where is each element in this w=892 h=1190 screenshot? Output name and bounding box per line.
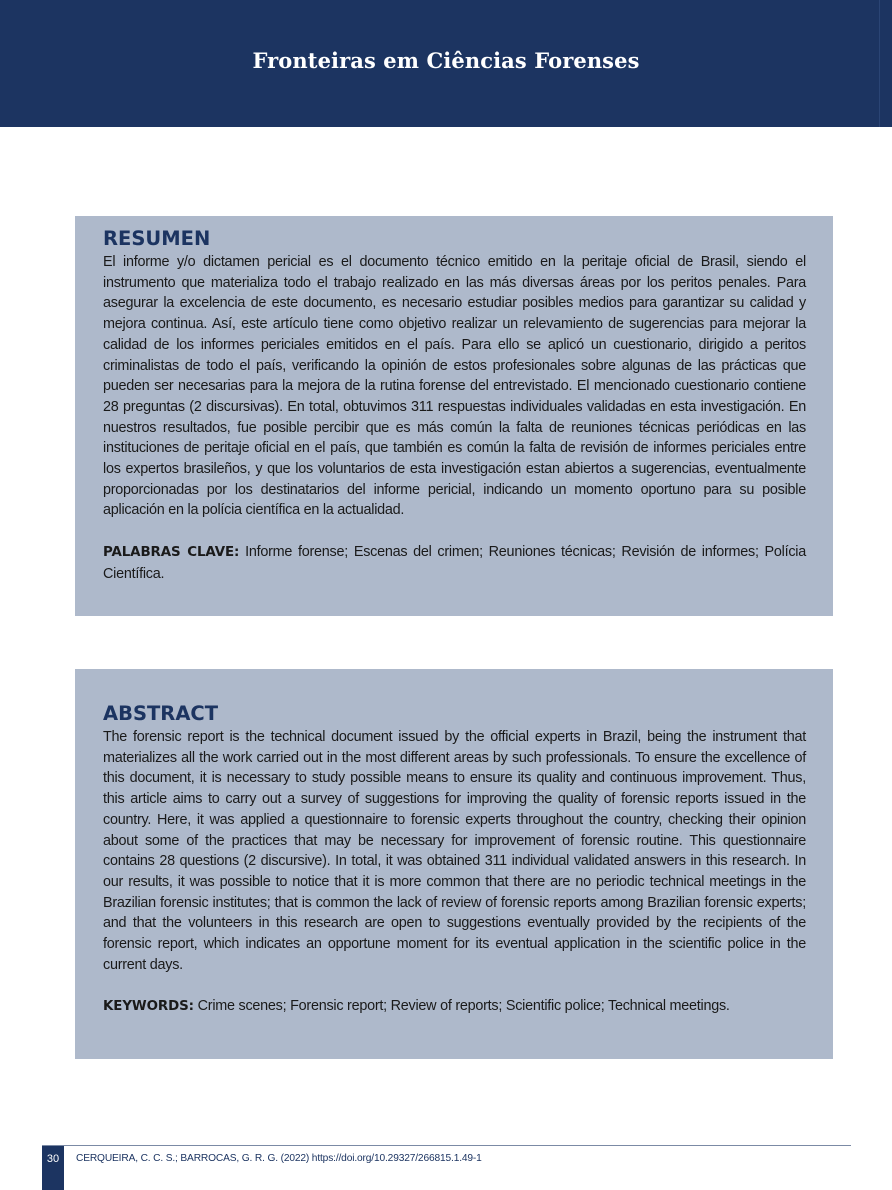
page-number: 30 xyxy=(46,1153,60,1165)
abstract-body: The forensic report is the technical document issued by the official experts in Brazil, being the instrument that materializes all the work carried out in the most different areas by such professionals. To ensure the excellence of this document, it is necessary to study possible means to ensure its quality and continuous improvement. Thus, this article aims to carry out a survey of suggestions for improving the quality of forensic reports issued in the country. Here, it was applied a questionnaire to forensic experts throughout the country, checking their opinion about some of the practices that may be necessary for improvement of forensic routine. This questionnaire contains 28 questions (2 discursive). In total, it was obtained 311 individual validated answers in this research. In our results, it was possible to notice that it is more common that there are no periodic technical meetings in the Brazilian forensic institutes; that is common the lack of review of forensic reports among Brazilian forensic experts; and that the volunteers in this research are open to suggestions eventually provided by the recipients of the forensic report, which indicates an opportune moment for its eventual application in the scientific police in the current days. xyxy=(103,729,806,973)
resumen-section xyxy=(75,216,833,616)
abstract-section xyxy=(75,669,833,1059)
resumen-heading: RESUMEN xyxy=(103,227,211,250)
resumen-body: El informe y/o dictamen pericial es el documento técnico emitido en la peritaje oficial de Brasil, siendo el instrumento que materializa todo el trabajo realizado en las más diversas áreas por los peritos penales. Para asegurar la excelencia de este documento, es necesario estudiar posibles medios para garantizar su calidad y mejora continua. Así, este artículo tiene como objetivo realizar un relevamiento de sugerencias para mejorar la calidad de los informes periciales emitidos en el país. Para ello se aplicó un cuestionario, dirigido a peritos criminalistas de todo el país, verificando la opinión de estos profesionales sobre algunas de las prácticas que pueden ser necesarias para la mejora de la rutina forense del entrevistado. El mencionado cuestionario contiene 28 preguntas (2 discursivas). En total, obtuvimos 311 respuestas individuales validadas en esta investigación. En nuestros resultados, fue posible percibir que es más común la falta de reuniones técnicas periódicas en las instituciones de peritaje oficial en el país, que también es común la falta de revisión de informes periciales entre los expertos brasileños, y que los voluntarios de esta investigación estan abiertos a sugerencias, eventualmente proporcionadas por los destinatarios del informe pericial, indicando un momento oportuno para su posible aplicación en la polícia científica en la actualidad. xyxy=(103,254,806,519)
resumen-keywords-text: Informe forense; Escenas del crimen; Reuniones técnicas; Revisión de informes; Polícia Científica. xyxy=(103,544,806,582)
abstract-heading: ABSTRACT xyxy=(103,702,219,725)
footer-citation: CERQUEIRA, C. C. S.; BARROCAS, G. R. G. (2022) https://doi.org/10.29327/266815.1.49-1 xyxy=(76,1153,482,1164)
abstract-keywords-label: KEYWORDS: xyxy=(103,999,194,1015)
resumen-keywords xyxy=(103,542,806,584)
abstract-keywords-text: Crime scenes; Forensic report; Review of reports; Scientific police; Technical meetings. xyxy=(197,998,730,1015)
resumen-keywords-label: PALABRAS CLAVE: xyxy=(103,545,240,561)
abstract-keywords xyxy=(103,996,806,1018)
footer-divider xyxy=(42,1145,851,1146)
journal-title: Fronteiras em Ciências Forenses xyxy=(252,48,640,73)
journal-header xyxy=(0,0,892,127)
